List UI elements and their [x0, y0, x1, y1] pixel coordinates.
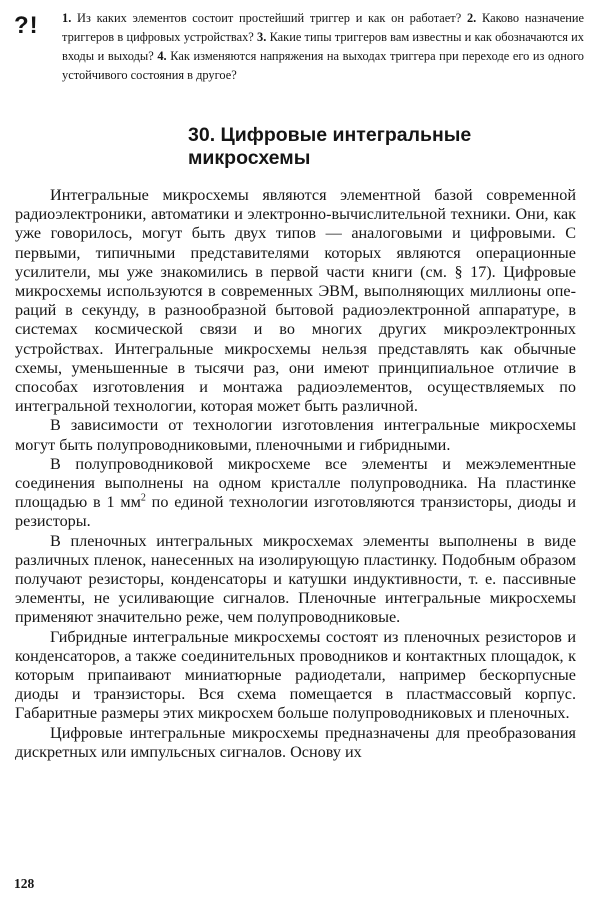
question-number: 3.: [257, 29, 267, 44]
question-text: Какие типы триггеров вам известны и как обозначаются их входы и выходы?: [62, 29, 584, 63]
paragraph: Интегральные микросхемы являются элементной базой современной радиоэлектроники, автоматики и электронно-вычислительной техники. Они, как уже говорилось, могут быть двух типов — аналоговыми и цифровыми. С первыми, типичными представителями которых являются операционные усилители, мы уже знакомились в первой части книги (см. § 17). Цифровые микросхемы используются в современных ЭВМ, выполняющих миллионы операций в секунду, в разнообразной бытовой радиоэлектронной аппаратуре, в системах космической связи и во многих других микроэлектронных устройствах. Интегральные микросхемы нельзя представлять как обычные схемы, уменьшенные в тысячи раз, они имеют принципиальное отличие в способах изготовления и монтажа радиоэлементов, осуществляемых по интегральной технологии, которая может быть различной.: [15, 186, 576, 416]
review-questions-mark: ?!: [14, 12, 39, 39]
paragraph: [15, 455, 576, 532]
body-text: [15, 186, 576, 762]
paragraph: В зависимости от технологии изготовления интегральные микросхемы могут быть полупроводниковыми, пленочными и гибридными.: [15, 416, 576, 454]
section-heading: [188, 124, 568, 170]
question-text: Как изменяются напряжения на выходах триггера при переходе его из одного устойчивого состояния в другое?: [62, 48, 584, 82]
question-number: 2.: [466, 11, 477, 25]
paragraph: Гибридные интегральные микросхемы состоят из пленочных резисторов и конденсаторов, а также соединительных проводников и контактных площадок, к которым припаивают миниатюрные радиодетали, например бескорпусные диоды и транзисторы. Вся схема помещается в пластмассовый корпус. Габаритные размеры этих микросхем больше полупроводниковых и пленочных.: [15, 627, 576, 723]
paragraph: Цифровые интегральные микросхемы предназначены для преобразования дискретных или импульсных сигналов. Основу их: [15, 723, 576, 761]
review-questions: [62, 9, 584, 85]
paragraph-text: по единой технологии изготовляются транзисторы, диоды и резисторы.: [15, 493, 576, 531]
question-number: 1.: [62, 11, 72, 25]
question-text: Каково назначение триггеров в цифровых устройствах?: [62, 11, 584, 44]
superscript: 2: [140, 492, 146, 504]
page-number: 128: [14, 876, 35, 891]
question-text: Из каких элементов состоит простейший триггер и как он работает?: [77, 11, 462, 25]
section-heading-line2: микросхемы: [188, 147, 311, 169]
paragraph-text: В полупроводниковой микросхеме все элементы и межэлементные соединения выполнены на одном кристалле полупроводника. На пластинке площадью в 1 мм: [15, 454, 576, 512]
paragraph: В пленочных интегральных микросхемах элементы выполнены в виде различных пленок, нанесенных на изолирующую пластинку. Подобным образом получают резисторы, конденсаторы и катушки индуктивности, т. е. пассивные элементы, не усиливающие сигналов. Пленочные интегральные микросхемы применяют значительно реже, чем полупроводниковые.: [15, 531, 576, 627]
section-heading-line1: 30. Цифровые интегральные: [188, 124, 472, 146]
question-number: 4.: [157, 48, 167, 63]
